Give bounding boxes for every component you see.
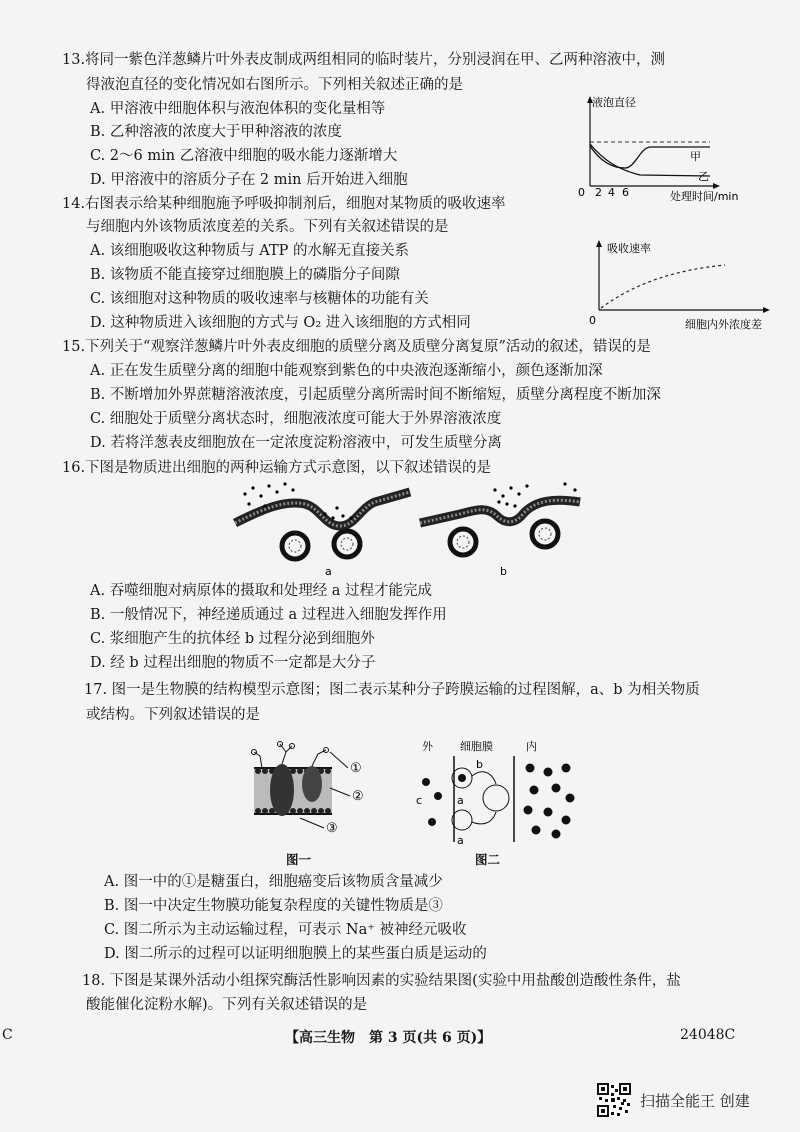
q17-fig2-label-b: b [476,758,483,771]
footer-page-info: 【高三生物 第 3 页(共 6 页)】 [285,1030,492,1046]
q13-stem-line1: 13.将同一紫色洋葱鳞片叶外表皮制成两组相同的临时装片，分别浸润在甲、乙两种溶液中，测 [62,52,666,68]
q14-option-c: C. 该细胞对这种物质的吸收速率与核糖体的功能有关 [90,291,429,307]
q16-stem: 16.下图是物质进出细胞的两种运输方式示意图，以下叙述错误的是 [62,460,492,476]
q16-exocytosis-diagram [420,482,580,555]
q14-stem-line1: 14.右图表示给某种细胞施予呼吸抑制剂后，细胞对某物质的吸收速率 [62,196,506,212]
q16-label-b: b [500,565,507,578]
scanner-watermark: 扫描全能王 创建 [640,1092,750,1110]
q17-stem-line1: 17. 图一是生物膜的结构模型示意图；图二表示某种分子跨膜运输的过程图解，a、b 为相关物质 [84,682,700,698]
q16-figure [225,478,595,578]
q13-series-jia: 甲 [690,150,701,163]
footer-right-code: 24048C [680,1027,736,1043]
q13-tick-6: 6 [622,186,629,199]
q17-option-a: A. 图一中的①是糖蛋白，细胞癌变后该物质含量减少 [104,874,443,890]
q16-label-a: a [325,565,332,578]
q17-option-c: C. 图二所示为主动运输过程，可表示 Na⁺ 被神经元吸收 [104,922,467,938]
q13-option-a: A. 甲溶液中细胞体积与液泡体积的变化量相等 [90,101,386,117]
q15-option-d: D. 若将洋葱表皮细胞放在一定浓度淀粉溶液中，可发生质壁分离 [90,435,502,451]
q14-option-d: D. 这种物质进入该细胞的方式与 O₂ 进入该细胞的方式相同 [90,315,471,331]
q18-stem-line1: 18. 下图是某课外活动小组探究酶活性影响因素的实验结果图(实验中用盐酸创造酸性条件，盐 [82,973,681,989]
q13-stem-line2: 得液泡直径的变化情况如右图所示。下列相关叙述正确的是 [86,77,463,93]
q13-series-yi: 乙 [698,170,709,183]
q17-fig2-membrane: 细胞膜 [460,740,493,753]
q17-fig1-marker-3: ③ [326,821,338,836]
q17-fig2-carrier-right [483,785,509,811]
q17-fig2-outer-molecules [422,778,442,826]
q17-fig2-inside: 内 [526,740,537,753]
q16-option-c: C. 浆细胞产生的抗体经 b 过程分泌到细胞外 [90,631,375,647]
q17-figure2 [410,738,580,848]
q13-tick-2: 2 [595,186,602,199]
q16-endocytosis-diagram [235,482,410,559]
q18-stem-line2: 酸能催化淀粉水解)。下列有关叙述错误的是 [86,997,368,1013]
q17-fig1-marker-2: ② [352,789,364,804]
q14-x-label: 细胞内外浓度差 [685,318,762,331]
q14-graph [585,238,775,334]
q13-origin: 0 [578,186,585,199]
q17-figure1 [240,738,380,848]
q17-fig2-label-c: c [416,794,423,807]
q13-y-label: 液泡直径 [592,96,636,109]
q16-option-a: A. 吞噬细胞对病原体的摄取和处理经 a 过程才能完成 [90,583,433,599]
qr-code-icon [597,1083,631,1117]
q15-option-a: A. 正在发生质壁分离的细胞中能观察到紫色的中央液泡逐渐缩小，颜色逐渐加深 [90,363,603,379]
footer-left-code: C [2,1027,13,1043]
q17-fig1-caption: 图一 [286,852,312,867]
q17-fig1-marker-1: ① [350,761,362,776]
q13-graph [570,92,770,204]
q13-option-d: D. 甲溶液中的溶质分子在 2 min 后开始进入细胞 [90,172,408,188]
q17-option-b: B. 图一中决定生物膜功能复杂程度的关键性物质是③ [104,898,443,914]
q17-membrane-model [252,742,333,817]
q17-fig2-outside: 外 [422,740,433,753]
q17-stem-line2: 或结构。下列叙述错误的是 [86,707,260,723]
q17-fig2-label-a-top: a [457,794,464,807]
q14-origin: 0 [589,314,596,327]
q17-fig2-caption: 图二 [475,852,501,867]
q16-option-b: B. 一般情况下，神经递质通过 a 过程进入细胞发挥作用 [90,607,447,623]
q17-option-d: D. 图二所示的过程可以证明细胞膜上的某些蛋白质是运动的 [104,946,487,962]
q14-y-label: 吸收速率 [607,242,651,255]
q17-fig2-label-a-bottom: a [457,834,464,847]
q13-tick-4: 4 [608,186,615,199]
q14-stem-line2: 与细胞内外该物质浓度差的关系。下列有关叙述错误的是 [86,219,449,235]
q17-fig2-carrier-bottom [452,810,472,830]
q15-stem: 15.下列关于“观察洋葱鳞片叶外表皮细胞的质壁分离及质壁分离复原”活动的叙述，错误的是 [62,339,651,355]
q16-option-d: D. 经 b 过程出细胞的物质不一定都是大分子 [90,655,376,671]
q14-option-b: B. 该物质不能直接穿过细胞膜上的磷脂分子间隙 [90,267,400,283]
q15-option-c: C. 细胞处于质壁分离状态时，细胞液浓度可能大于外界溶液浓度 [90,411,502,427]
q13-option-c: C. 2～6 min 乙溶液中细胞的吸水能力逐渐增大 [90,148,398,164]
q14-option-a: A. 该细胞吸收这种物质与 ATP 的水解无直接关系 [90,243,410,259]
q13-option-b: B. 乙种溶液的浓度大于甲种溶液的浓度 [90,124,342,140]
q13-x-label: 处理时间/min [670,190,739,203]
q17-fig2-inner-molecules [524,764,575,839]
q15-option-b: B. 不断增加外界蔗糖溶液浓度，引起质壁分离所需时间不断缩短，质壁分离程度不断加深 [90,387,661,403]
q14-curve [601,265,725,308]
